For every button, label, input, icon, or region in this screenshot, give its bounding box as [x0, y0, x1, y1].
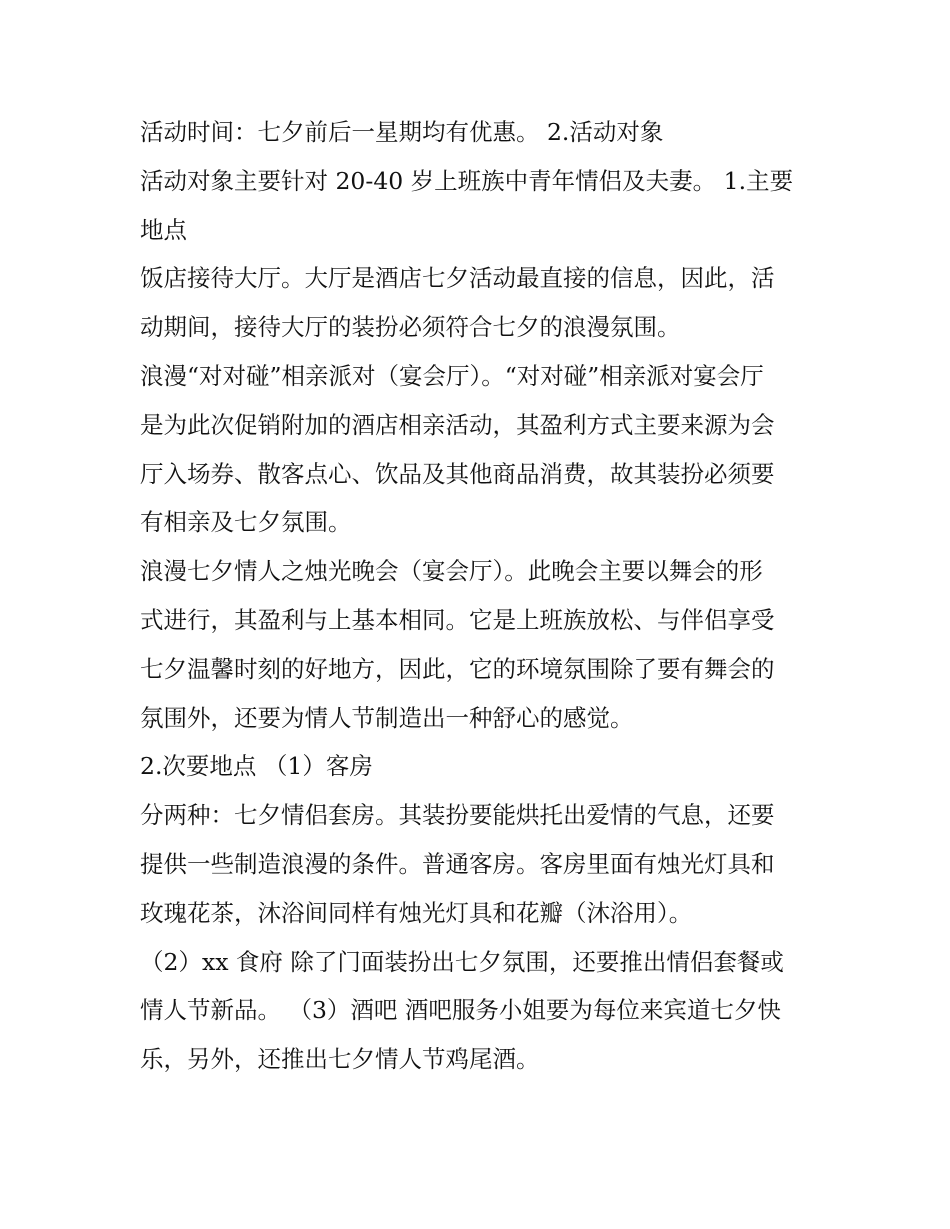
text-line: 是为此次促销附加的酒店相亲活动，其盈利方式主要来源为会: [140, 410, 775, 439]
text-line: 浪漫七夕情人之烛光晚会（宴会厅）。此晚会主要以舞会的形: [140, 557, 763, 586]
text-line: （2）xx 食府 除了门面装扮出七夕氛围，还要推出情侣套餐或: [140, 947, 784, 976]
text-line: 分两种：七夕情侣套房。其装扮要能烘托出爱情的气息，还要: [140, 801, 775, 830]
document-body: [140, 108, 812, 1084]
text-line: 七夕温馨时刻的好地方，因此，它的环境氛围除了要有舞会的: [140, 654, 775, 683]
text-line: 玫瑰花茶，沐浴间同样有烛光灯具和花瓣（沐浴用）。: [140, 898, 693, 927]
text-line: 厅入场券、散客点心、饮品及其他商品消费，故其装扮必须要: [140, 459, 775, 488]
text-line: 动期间，接待大厅的装扮必须符合七夕的浪漫氛围。: [140, 313, 681, 342]
text-line: 情人节新品。 （3）酒吧 酒吧服务小姐要为每位来宾道七夕快: [140, 996, 781, 1025]
text-line: 提供一些制造浪漫的条件。普通客房。客房里面有烛光灯具和: [140, 849, 775, 878]
text-line: 地点: [140, 215, 187, 244]
text-line: 乐，另外，还推出七夕情人节鸡尾酒。: [140, 1045, 540, 1074]
text-line: 浪漫“对对碰”相亲派对（宴会厅）。“对对碰”相亲派对宴会厅: [140, 361, 764, 390]
text-line: 式进行，其盈利与上基本相同。它是上班族放松、与伴侣享受: [140, 605, 775, 634]
text-line: 活动对象主要针对 20-40 岁上班族中青年情侣及夫妻。 1.主要: [140, 166, 794, 195]
text-line: 有相亲及七夕氛围。: [140, 508, 352, 537]
text-line: 2.次要地点 （1）客房: [140, 752, 373, 781]
text-line: 饭店接待大厅。大厅是酒店七夕活动最直接的信息，因此，活: [140, 264, 775, 293]
text-line: 氛围外，还要为情人节制造出一种舒心的感觉。: [140, 703, 634, 732]
text-line: 活动时间：七夕前后一星期均有优惠。 2.活动对象: [140, 118, 664, 146]
